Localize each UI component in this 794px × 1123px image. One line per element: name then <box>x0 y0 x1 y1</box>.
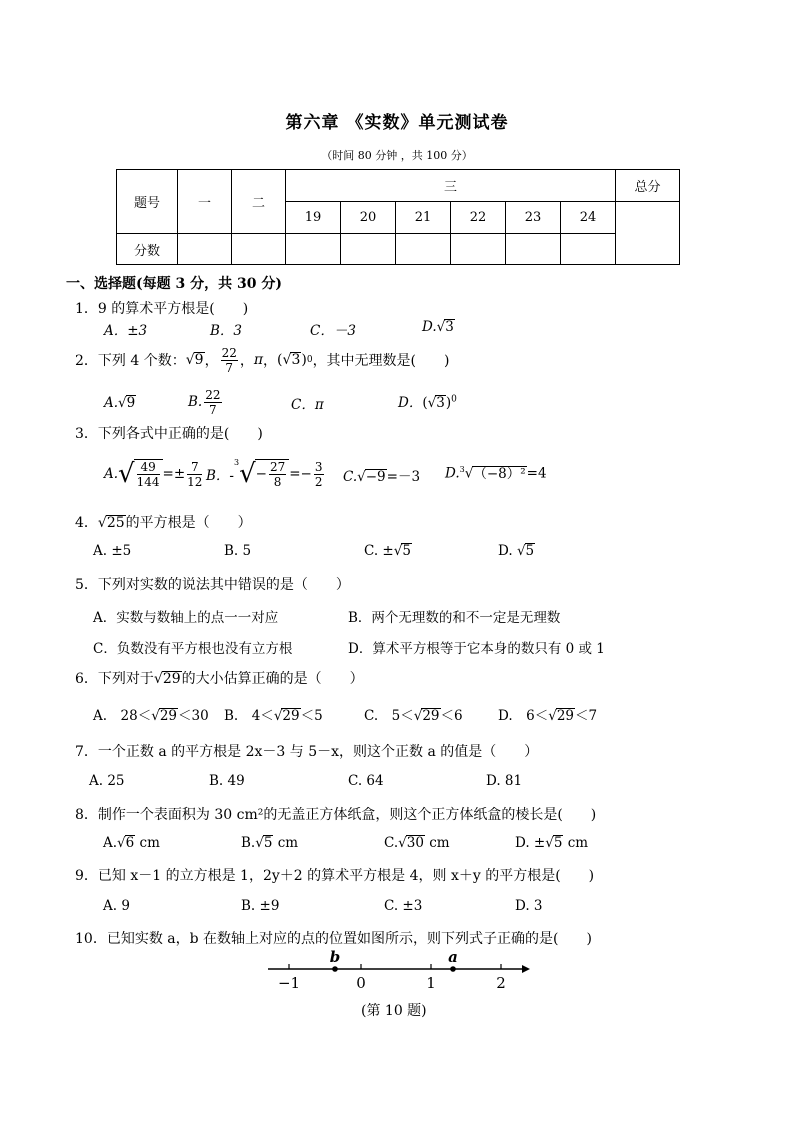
tick-label-neg1: −1 <box>277 974 301 992</box>
q1-d-radicand: 3 <box>445 319 454 335</box>
score-cell-19[interactable] <box>286 234 341 265</box>
q8-c-rad: 30 <box>406 835 424 851</box>
q8-stem: 8．制作一个表面积为 30 cm²的无盖正方体纸盒，则这个正方体纸盒的棱长是( ) <box>75 807 597 823</box>
score-cell-23[interactable] <box>506 234 561 265</box>
q8-b-unit: cm <box>273 835 299 851</box>
header-q21: 21 <box>396 202 451 234</box>
q8-option-a[interactable] <box>103 835 160 851</box>
q3-a-frac <box>137 460 160 489</box>
q8-a-unit: cm <box>135 835 160 851</box>
q6-c-rad: 29 <box>422 708 440 724</box>
q3-b-index: 3 <box>233 458 240 467</box>
q10-stem: 10．已知实数 a，b 在数轴上对应的点的位置如图所示，则下列式子正确的是( ) <box>75 931 592 947</box>
q9-option-d[interactable]: D. 3 <box>515 898 543 914</box>
q4-stem <box>75 512 252 532</box>
point-b-dot <box>332 966 338 972</box>
q8-option-d[interactable] <box>515 835 588 851</box>
q7-option-b[interactable]: B. 49 <box>209 773 245 789</box>
score-table <box>116 169 680 265</box>
sqrt-icon: √ <box>151 708 160 724</box>
sqrt-icon: √ <box>413 708 423 724</box>
q2-d-exp: 0 <box>451 394 457 405</box>
q3-b-eq: =− <box>289 466 312 482</box>
q4-rad: 25 <box>106 515 125 531</box>
q2-option-a[interactable] <box>104 386 136 420</box>
q8-a-rad: 6 <box>125 835 135 851</box>
q3-option-b[interactable] <box>206 452 326 496</box>
q1-option-c[interactable]: C．－3 <box>310 323 356 339</box>
score-cell-22[interactable] <box>451 234 506 265</box>
q6-option-d[interactable] <box>498 704 597 724</box>
q6-c-pre: C. 5＜ <box>364 708 414 724</box>
sqrt-icon: √ <box>153 671 163 687</box>
sqrt-icon: √ <box>545 835 554 851</box>
q2-tail: ，其中无理数是( ) <box>312 353 450 369</box>
score-label: 分数 <box>117 234 178 265</box>
q5-option-a[interactable]: A．实数与数轴上的点一一对应 <box>93 610 279 626</box>
q9-option-b[interactable]: B. ±9 <box>241 898 280 914</box>
q5-option-c[interactable]: C．负数没有平方根也没有立方根 <box>93 641 293 657</box>
q2-stem: 2．下列 4 个数： √ 9 ， $\frac{22}{7}$ ， π ， ( √ 3 ) 0 ，其中无理数是( ) <box>75 345 450 375</box>
tick-label-1: 1 <box>426 974 436 992</box>
q4-c-label: C. ± <box>364 543 394 559</box>
q6-b-rad: 29 <box>282 708 300 724</box>
cuberoot-icon: √ <box>239 459 256 489</box>
q4-option-b[interactable]: B. 5 <box>224 543 252 559</box>
q3-option-c[interactable] <box>343 465 420 485</box>
q3-a-rden: 12 <box>187 474 203 489</box>
q2-b-den: 7 <box>209 402 217 417</box>
q9-option-a[interactable]: A. 9 <box>103 898 130 914</box>
q3-b-num: 27 <box>269 460 286 474</box>
q3-a-den: 144 <box>136 475 160 489</box>
q3-b-rnum: 3 <box>314 459 323 474</box>
header-section-2: 二 <box>232 170 286 234</box>
q8-option-c[interactable] <box>384 835 450 851</box>
q1-option-d-label: D. <box>422 319 437 335</box>
header-question-label: 题号 <box>117 170 178 234</box>
q4-tail: 的平方根是（ ） <box>125 515 252 531</box>
q6-option-a[interactable] <box>93 704 209 724</box>
q2-rad9: 9 <box>194 352 204 368</box>
q7-option-d[interactable]: D. 81 <box>486 773 523 789</box>
q8-option-b[interactable] <box>241 835 298 851</box>
sqrt-icon: √ <box>357 469 366 485</box>
sqrt-icon: √ <box>118 459 135 489</box>
q4-c-rad: 5 <box>402 543 411 559</box>
q7-option-c[interactable]: C. 64 <box>348 773 384 789</box>
q4-option-c[interactable] <box>364 543 412 559</box>
sqrt-icon: √ <box>548 708 557 724</box>
score-cell-21[interactable] <box>396 234 451 265</box>
q6-d-pre: D. 6＜ <box>498 708 549 724</box>
q1-stem: 1．9 的算术平方根是( ) <box>75 301 249 317</box>
sqrt-icon: √ <box>273 708 283 724</box>
sqrt-icon: √ <box>516 543 526 559</box>
q1-option-b[interactable]: B．3 <box>210 323 243 339</box>
q4-option-a[interactable]: A. ±5 <box>93 543 132 559</box>
number-line-figure <box>260 946 540 994</box>
q6-a-rad: 29 <box>159 708 178 724</box>
q2-frac <box>221 346 238 375</box>
page-title: 第六章 《实数》单元测试卷 <box>285 113 509 133</box>
point-a-label: a <box>448 948 458 966</box>
q5-option-d[interactable]: D．算术平方根等于它本身的数只有 0 或 1 <box>348 641 605 657</box>
tick-label-2: 2 <box>496 974 506 992</box>
q2-b-frac <box>204 388 221 417</box>
sqrt-icon: √ <box>282 352 292 368</box>
point-b-label: b <box>329 948 341 966</box>
q7-option-a[interactable]: A. 25 <box>89 773 125 789</box>
q3-option-a[interactable] <box>104 452 204 496</box>
sqrt-icon: √ <box>436 319 446 335</box>
q6-d-post: ＜7 <box>575 708 598 724</box>
sqrt-icon: √ <box>255 835 264 851</box>
q3-b-label: B．- <box>206 468 234 484</box>
q6-num: 6．下列对于 <box>75 671 154 687</box>
q2-b-label: B. <box>188 394 203 410</box>
q2-d-label: D． <box>398 395 423 411</box>
header-q23: 23 <box>506 202 561 234</box>
q2-frac-den: 7 <box>225 360 234 375</box>
q3-option-d[interactable] <box>445 465 547 482</box>
q8-c-unit: cm <box>424 835 450 851</box>
point-a-dot <box>450 966 456 972</box>
q3-a-result <box>187 460 202 489</box>
q3-b-den: 8 <box>273 475 282 489</box>
sqrt-icon: √ <box>398 835 407 851</box>
header-q20: 20 <box>341 202 396 234</box>
q1-option-d[interactable] <box>422 319 455 335</box>
q1-option-a[interactable]: A．±3 <box>104 323 148 339</box>
sqrt-icon: √ <box>117 835 126 851</box>
q8-d-rad: 5 <box>553 835 563 851</box>
q3-d-label: D. <box>445 465 460 482</box>
q5-option-b[interactable]: B．两个无理数的和不一定是无理数 <box>348 610 561 626</box>
q6-b-post: ＜5 <box>300 708 323 724</box>
sqrt-icon: √ <box>427 395 437 411</box>
q6-d-rad: 29 <box>556 708 575 724</box>
q8-d-label: D. ± <box>515 835 546 851</box>
q4-d-label: D. <box>498 543 517 559</box>
score-cell-24[interactable] <box>561 234 616 265</box>
q3-a-radicand <box>134 459 163 489</box>
q8-d-unit: cm <box>563 835 589 851</box>
q6-a-pre: A. 28＜ <box>93 708 152 724</box>
score-cell-2[interactable] <box>232 234 286 265</box>
q2-frac-num: 22 <box>221 345 237 360</box>
q7-stem: 7．一个正数 a 的平方根是 2x－3 与 5－x，则这个正数 a 的值是（ ） <box>75 744 539 760</box>
arrow-right-icon <box>522 965 530 973</box>
cuberoot-icon: √ <box>464 465 474 482</box>
q4-num: 4． <box>75 515 98 531</box>
q6-a-post: ＜30 <box>178 708 209 724</box>
q6-tail: 的大小估算正确的是（ ） <box>181 671 364 687</box>
q2-a-label: A. <box>104 395 119 411</box>
q4-d-rad: 5 <box>525 543 535 559</box>
q6-option-b[interactable] <box>224 704 323 724</box>
q6-b-pre: B. 4＜ <box>224 708 274 724</box>
sqrt-icon: √ <box>393 543 403 559</box>
header-section-3: 三 <box>286 170 616 202</box>
q4-option-d[interactable] <box>498 543 535 559</box>
q2-option-d[interactable]: D．$(√3)^0$ <box>398 394 457 411</box>
q3-a-rnum: 7 <box>187 460 202 475</box>
q3-c-eq: =－3 <box>386 469 421 485</box>
q3-b-radicand: − $\frac{27}{8}$ <box>255 459 290 489</box>
q2-d-rad: 3 <box>436 395 445 411</box>
q6-stem <box>75 668 364 688</box>
q9-stem: 9．已知 x－1 的立方根是 1，2y＋2 的算术平方根是 4，则 x＋y 的平方根是( ) <box>75 868 595 884</box>
q2-pi: π <box>253 352 264 368</box>
header-section-1: 一 <box>178 170 232 234</box>
q3-c-rad: −9 <box>365 469 386 485</box>
header-q22: 22 <box>451 202 506 234</box>
q2-a-rad: 9 <box>126 395 136 411</box>
score-cell-1[interactable] <box>178 234 232 265</box>
header-q19: 19 <box>286 202 341 234</box>
q3-a-num: 49 <box>137 460 160 475</box>
q3-c-label: C. <box>343 469 358 485</box>
figure-caption: (第 10 题) <box>361 1003 427 1019</box>
q3-b-result <box>314 460 324 489</box>
q3-b-rden: 2 <box>314 474 323 489</box>
q3-stem: 3．下列各式中正确的是( ) <box>75 426 263 442</box>
q2-b-num: 22 <box>205 387 221 402</box>
sqrt-icon: √ <box>118 395 127 411</box>
q2-option-b[interactable] <box>188 382 224 422</box>
q3-a-eq: =± <box>162 466 186 482</box>
q8-a-label: A. <box>103 835 118 851</box>
q5-stem: 5．下列对实数的说法其中错误的是（ ） <box>75 577 350 593</box>
q3-a-label: A. <box>104 466 119 482</box>
q6-c-post: ＜6 <box>440 708 463 724</box>
q3-d-rad: （−8）² <box>473 465 526 482</box>
q6-rad: 29 <box>162 671 181 687</box>
q2-lead: 2．下列 4 个数： <box>75 353 186 369</box>
q3-b-frac <box>269 460 286 489</box>
q2-option-c[interactable]: C．π <box>291 397 324 413</box>
q6-option-c[interactable] <box>364 704 463 724</box>
total-score-cell[interactable] <box>616 202 680 265</box>
section-heading: 一、选择题(每题 3 分，共 30 分) <box>66 276 282 292</box>
sqrt-icon: √ <box>97 515 107 531</box>
q3-d-eq: =4 <box>526 465 547 482</box>
q2-exp: 0 <box>306 355 313 365</box>
q3-d-index: 3 <box>459 465 465 474</box>
q8-c-label: C. <box>384 835 399 851</box>
q8-b-rad: 5 <box>263 835 273 851</box>
q8-b-label: B. <box>241 835 256 851</box>
header-q24: 24 <box>561 202 616 234</box>
page-subtitle: （时间 80 分钟 ，共 100 分） <box>321 149 473 162</box>
score-cell-20[interactable] <box>341 234 396 265</box>
header-total: 总分 <box>616 170 680 202</box>
q2-rad3: 3 <box>291 352 301 368</box>
q9-option-c[interactable]: C. ±3 <box>384 898 423 914</box>
sqrt-icon: √ <box>185 352 195 368</box>
tick-label-0: 0 <box>356 974 366 992</box>
